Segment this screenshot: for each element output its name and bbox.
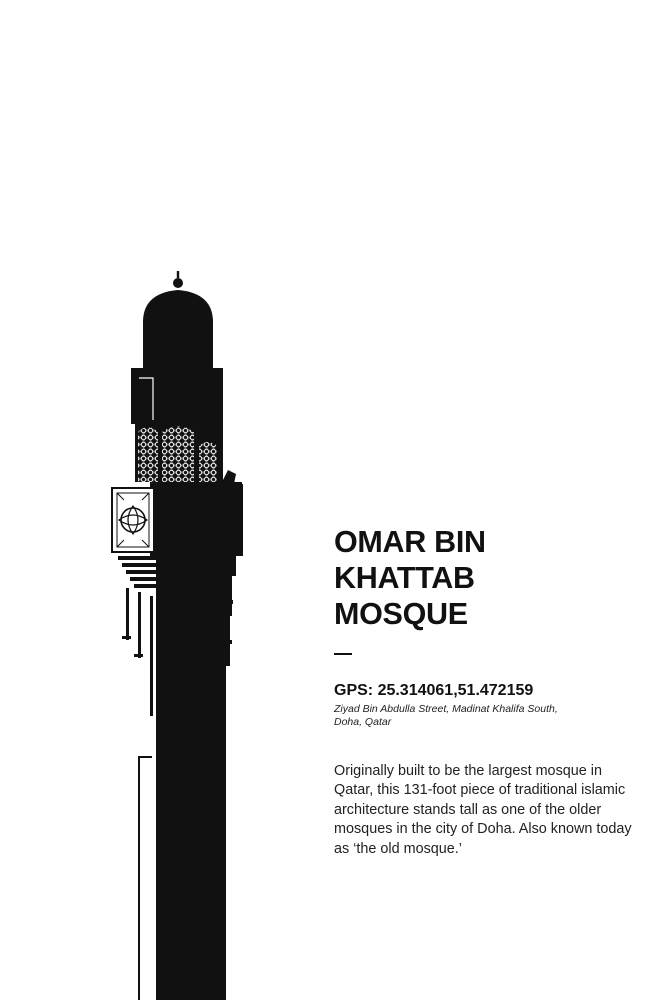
finial-ball (173, 278, 183, 288)
mosque-title (334, 524, 634, 632)
crescent-icon (169, 249, 180, 271)
gps-coordinates: GPS: 25.314061,51.472159 (334, 681, 534, 699)
minaret-lantern-cap (131, 368, 223, 424)
stepped-bracket (118, 556, 158, 1000)
finial-stem (177, 271, 179, 278)
minaret-balcony (150, 482, 242, 556)
title-line-2: KHATTAB (334, 561, 475, 595)
title-line-1: OMAR BIN (334, 525, 486, 559)
carved-panel-icon (112, 488, 154, 552)
title-divider (334, 653, 352, 655)
minaret-dome (143, 290, 213, 368)
street-address: Ziyad Bin Abdulla Street, Madinat Khalifa South, Doha, Qatar (334, 702, 558, 728)
minaret-shaft (156, 556, 236, 576)
mosque-description: Originally built to be the largest mosque in Qatar, this 131-foot piece of traditional islamic architecture stands tall as one of the older mosques in the city of Doha. Also known today as ‘the old mosque.’ (334, 762, 632, 857)
title-line-3: MOSQUE (334, 597, 468, 631)
mosque-info (334, 524, 634, 874)
